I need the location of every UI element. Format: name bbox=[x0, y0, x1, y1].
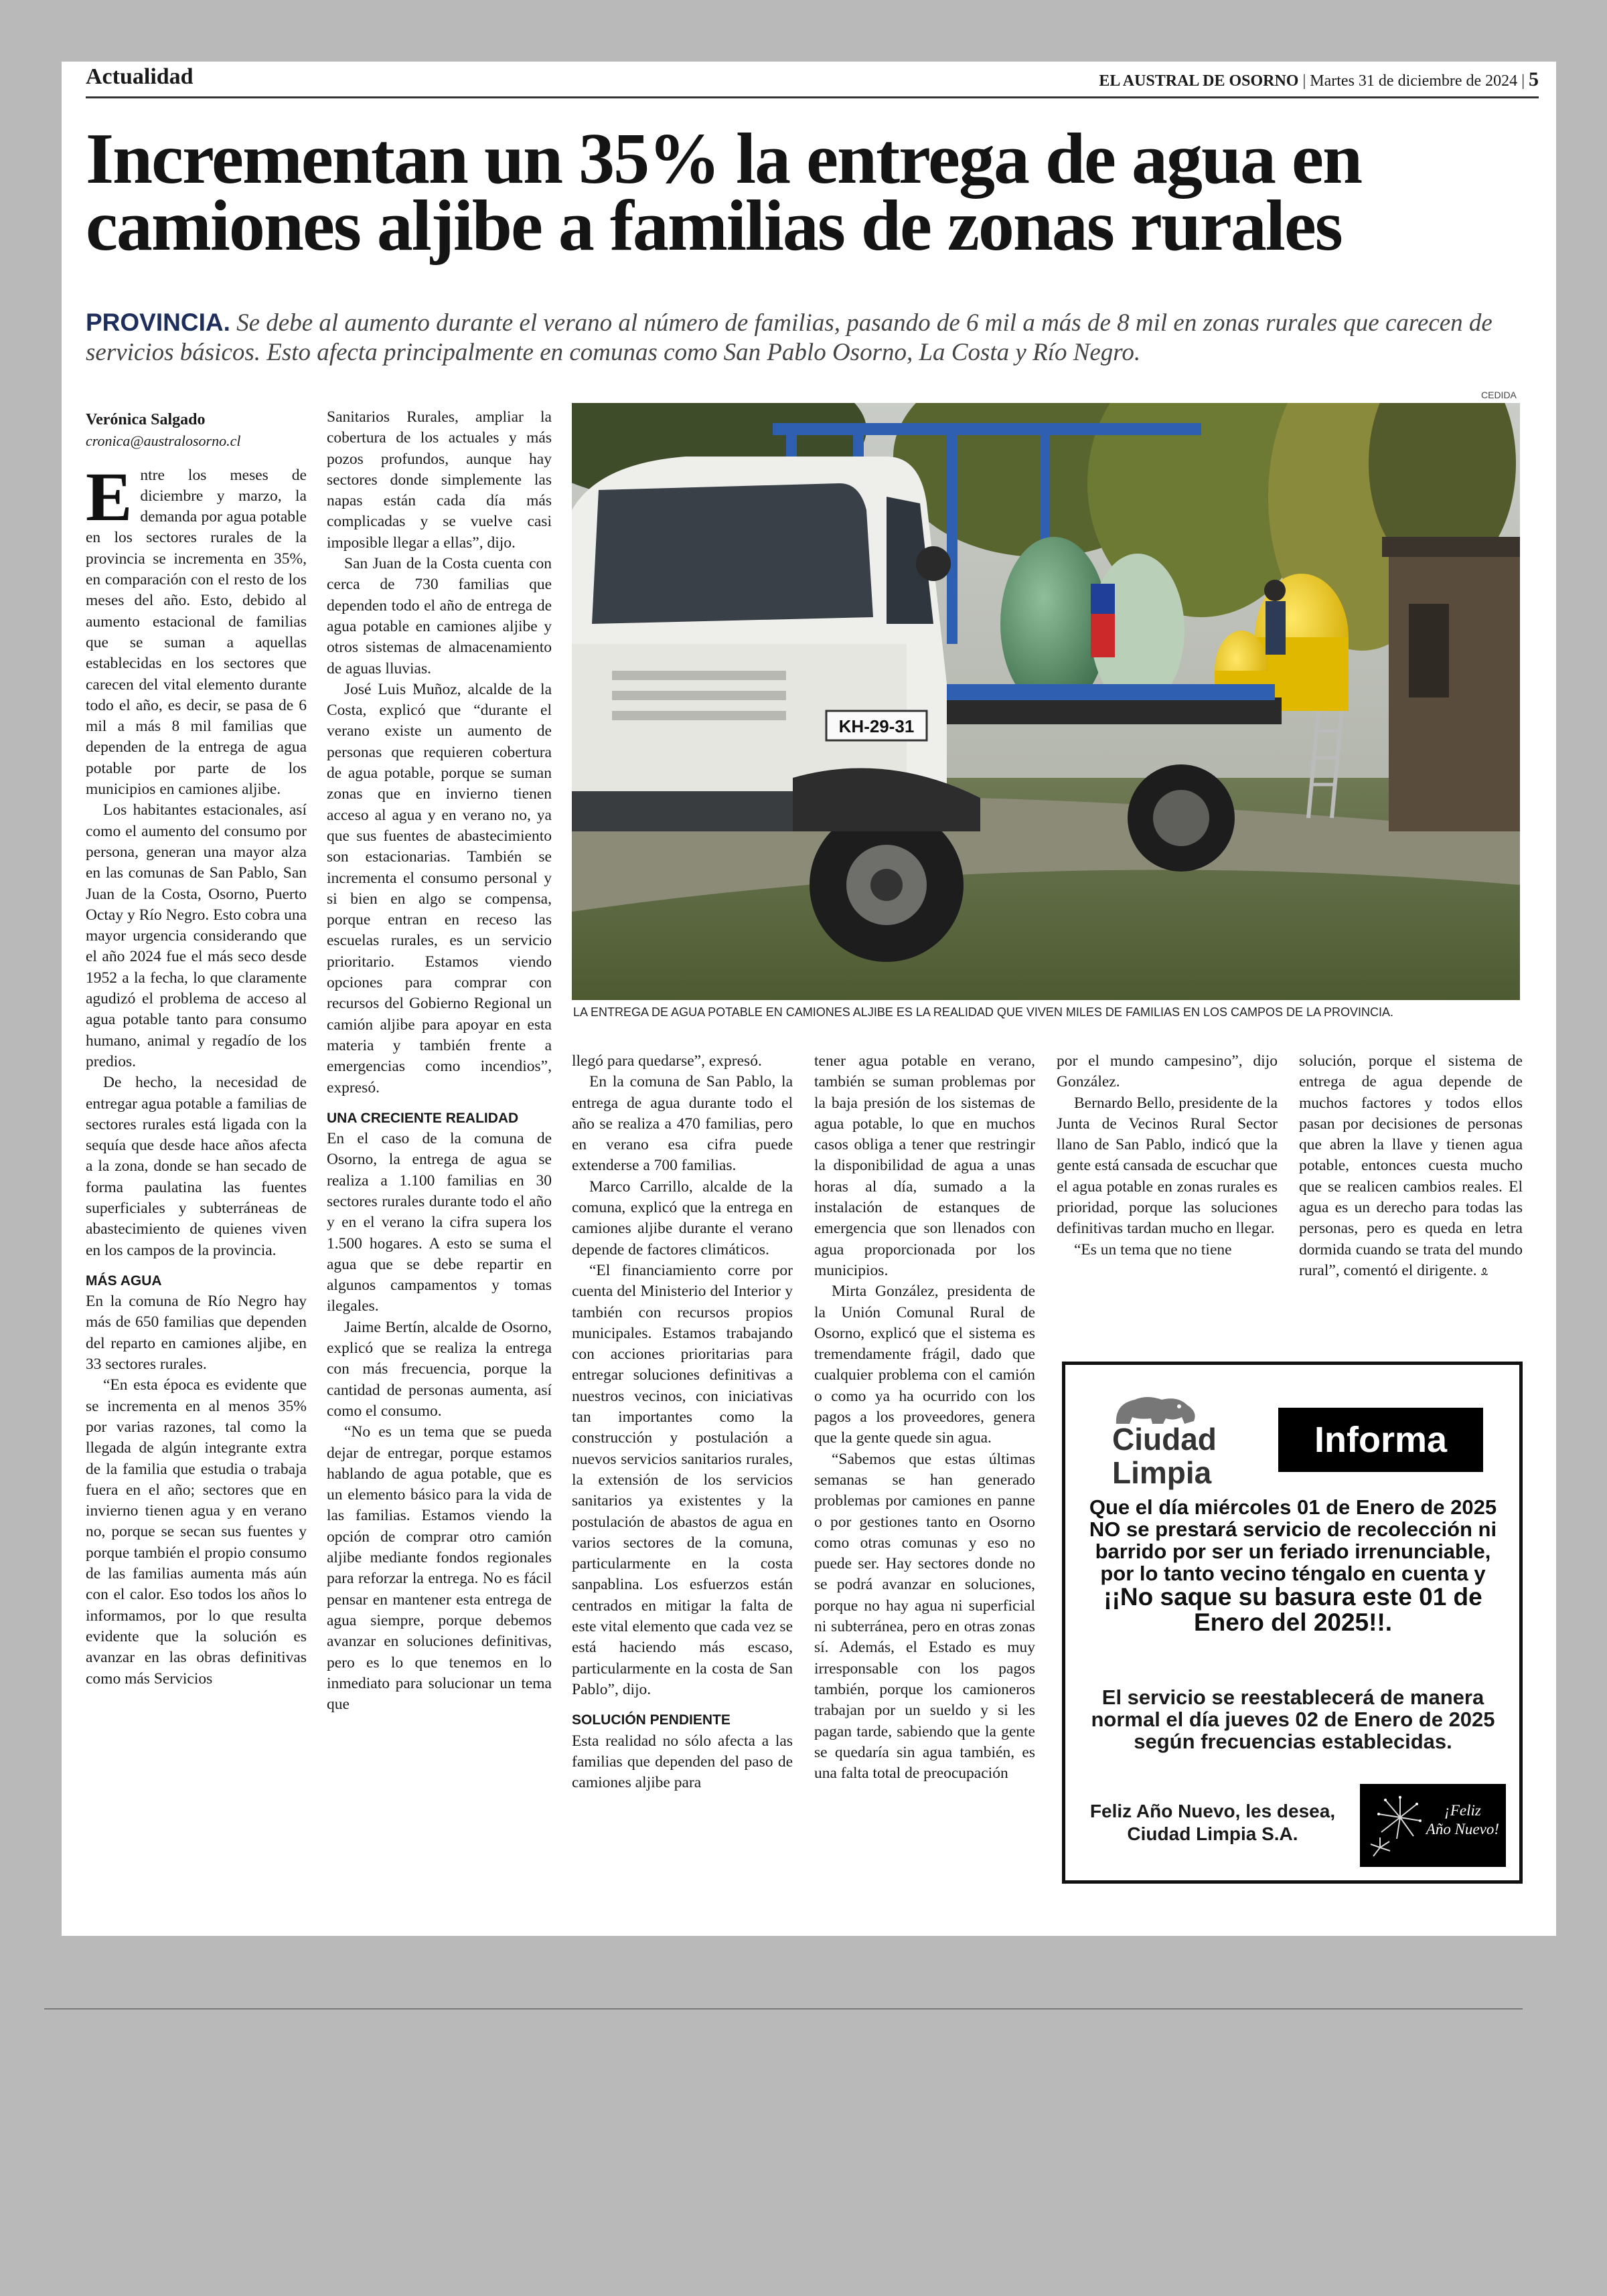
ad-notice: Que el día miércoles 01 de Enero de 2025 NO se prestará servicio de recolección ni barrido por ser un feriado irrenunciable, por lo tanto vecino téngalo en cuenta y ¡¡No saque su basura este 01 de Enero del 2025!!. bbox=[1089, 1495, 1497, 1636]
paragraph: Marco Carrillo, alcalde de la comuna, explicó que la entrega en camiones aljibe durante el verano depende de factores climáticos. bbox=[572, 1177, 793, 1258]
author-name: Verónica Salgado bbox=[86, 411, 206, 428]
publication-date: Martes 31 de diciembre de 2024 bbox=[1310, 72, 1518, 90]
paragraph: por el mundo campesino”, dijo González. bbox=[1057, 1052, 1278, 1091]
photo-credit: CEDIDA bbox=[1481, 390, 1517, 400]
paragraph: “No es un tema que se pueda dejar de entregar, porque estamos hablando de agua potable, que es un elemento básico para la vida de las familias. Estamos viendo la opción de comprar otro camión aljibe mediante fondos regionales para reforzar la entrega. No es fácil pensar en mantener esta entrega de agua siempre, porque debemos avanzar en soluciones definitivas, pero es lo que tenemos en lo inmediato para solucionar un tema que bbox=[327, 1423, 552, 1714]
lead-tag: PROVINCIA. bbox=[86, 309, 230, 336]
paragraph: Sanitarios Rurales, ampliar la cobertura de los actuales y más pozos profundos, aunque hay sectores donde simplemente las napas están cada día más complicadas y se vuelve casi imposible llegar a ellas”, dijo. bbox=[327, 408, 552, 552]
ad-resume-notice: El servicio se reestablecerá de manera normal el día jueves 02 de Enero de 2025 según frecuencias establecidas. bbox=[1091, 1686, 1495, 1753]
headline-line-1: Incrementan un 35% la entrega de agua en bbox=[86, 119, 1362, 199]
article-column-4 bbox=[814, 1051, 1035, 1784]
newspaper-page bbox=[62, 62, 1556, 1936]
lead-text: Se debe al aumento durante el verano al número de familias, pasando de 6 mil a más de 8 mil en zonas rurales que carecen de servicios básicos. Esto afecta principalmente en comunas como San Pablo Osorno, La Costa y Río Negro. bbox=[86, 309, 1493, 366]
headline bbox=[86, 119, 1532, 266]
paragraph: “El financiamiento corre por cuenta del Ministerio del Interior y también con recursos propios municipales. Estamos trabajando con acciones prioritarias para entregar soluciones definitivas a nuestros vecinos, con iniciativas tan importantes como la construcción y postulación a nuevos servicios sanitarios rurales, la extensión de los servicios sanitarios ya existentes y la postulación de abastos de agua en varios sectores de la comuna, particularmente en la costa sanpablina. Los esfuerzos están centrados en mitigar la falta de este vital elemento que cada vez se está haciendo más escaso, particularmente en la costa de San Pablo”, dijo. bbox=[572, 1261, 793, 1698]
paragraph: Entre los meses de diciembre y marzo, la demanda por agua potable en los sectores rurales de la provincia se incrementa en 35%, en comparación con el resto de los meses del año. Esto, debido al aumento estacional de familias que se suman a aquellas establecidas en los sectores que carecen del vital elemento durante todo el año, es decir, se pasa de 6 mil a más 8 mil familias que dependen de la entrega de agua potable por parte de los municipios en camiones aljibe. bbox=[86, 458, 307, 799]
subheading: UNA CRECIENTE REALIDAD bbox=[327, 1110, 519, 1126]
paragraph: Mirta González, presidenta de la Unión Comunal Rural de Osorno, explicó que el sistema es tremendamente frágil, dado que cualquier problema con el camión o como ya ha ocurrido con los pagos a los proveedores, genera que la gente quede sin agua. bbox=[814, 1283, 1035, 1447]
paragraph: Jaime Bertín, alcalde de Osorno, explicó que se realiza la entrega con más frecuencia, porque la cantidad de personas aumenta, así como el consumo. bbox=[327, 1318, 552, 1420]
paragraph: Los habitantes estacionales, así como el aumento del consumo por persona, generan una mayor alza en las comunas de San Pablo, San Juan de la Costa, Osorno, Puerto Octay y Río Negro. Esto cobra una mayor urgencia considerando que el año 2024 fue el más seco desde 1952 a la fecha, lo que claramente agudizó el problema de acceso al agua potable tanto para consumo humano, animal y regadío de los predios. bbox=[86, 801, 307, 1070]
fireworks-caption: ¡Feliz Año Nuevo! bbox=[1426, 1802, 1499, 1837]
paragraph: llegó para quedarse”, expresó. bbox=[572, 1052, 762, 1070]
publication-header: EL AUSTRAL DE OSORNO | Martes 31 de diciembre de 2024 | 5 bbox=[1099, 68, 1539, 90]
bottom-divider bbox=[44, 2008, 1523, 2010]
page-number: 5 bbox=[1529, 68, 1539, 90]
truck-plate: KH-29-31 bbox=[838, 716, 915, 736]
truck-photo bbox=[572, 403, 1520, 1000]
ad-brand: Ciudad Limpia bbox=[1112, 1422, 1217, 1490]
paragraph: Esta realidad no sólo afecta a las familias que dependen del paso de camiones aljibe para bbox=[572, 1732, 793, 1792]
ad-greeting: Feliz Año Nuevo, les desea, Ciudad Limpia S.A. bbox=[1089, 1801, 1336, 1844]
fireworks-image bbox=[1360, 1784, 1506, 1867]
ciudad-limpia-ad bbox=[1062, 1362, 1523, 1884]
informa-badge: Informa bbox=[1278, 1408, 1483, 1472]
paragraph: “En esta época es evidente que se incrementa en al menos 35% por varias razones, tal como la llegada de algún integrante extra de la familia que estudia o trabaja fuera en el año; sectores que en invierno tienen agua y en verano no, porque se secan sus fuentes y porque también el propio consumo de las familias aumenta más aún con el calor. Eso todos los años lo informamos, por lo que resulta evidente que la solución es avanzar en las obras definitivas como más Servicios bbox=[86, 1376, 307, 1688]
article-column-1 bbox=[86, 410, 307, 1690]
paragraph: tener agua potable en verano, también se suman problemas por la baja presión de los sistemas de agua potable, lo que en muchos casos obliga a tener que restringir la disponibilidad de agua a unas horas al día, sumado a la instalación de estanques de emergencia que son llenados con agua proporcionada por los municipios. bbox=[814, 1052, 1035, 1279]
author-email: cronica@australosorno.cl bbox=[86, 432, 241, 450]
article-column-2 bbox=[327, 407, 552, 1715]
paragraph: “Es un tema que no tiene bbox=[1074, 1240, 1232, 1258]
paragraph: solución, porque el sistema de entrega de agua depende de muchos factores y todos ellos pasan por decisiones de personas que abren la llave y tienen agua potable, entonces cuesta mucho que se realicen cambios reales. El agua es un derecho para todas las personas, pero es queda en letra dormida cuando se trata del mundo rural”, comentó el dirigente. ᦸ bbox=[1299, 1052, 1523, 1279]
headline-line-2: camiones aljibe a familias de zonas rurales bbox=[86, 186, 1342, 266]
lead-paragraph bbox=[86, 308, 1532, 367]
paragraph: En el caso de la comuna de Osorno, la entrega de agua se realiza a 1.100 familias en 30 sectores rurales durante todo el año y en el verano la cifra supera los 1.500 hogares. A esto se suma el agua que se debe repartir en algunos campamentos y tomas ilegales. bbox=[327, 1130, 552, 1315]
section-label: Actualidad bbox=[86, 64, 194, 89]
article-column-3 bbox=[572, 1051, 793, 1793]
paragraph: En la comuna de Río Negro hay más de 650 familias que dependen del reparto en camiones aljibe, en 33 sectores rurales. bbox=[86, 1293, 307, 1374]
drop-cap: E bbox=[86, 458, 133, 536]
subheading: MÁS AGUA bbox=[86, 1273, 162, 1289]
header-rule bbox=[86, 96, 1539, 98]
photo-caption: LA ENTREGA DE AGUA POTABLE EN CAMIONES ALJIBE ES LA REALIDAD QUE VIVEN MILES DE FAMILIAS EN LOS CAMPOS DE LA PROVINCIA. bbox=[573, 1005, 1394, 1019]
subheading: SOLUCIÓN PENDIENTE bbox=[572, 1712, 731, 1728]
article-column-6 bbox=[1299, 1051, 1523, 1281]
end-mark: ᦸ bbox=[1480, 1261, 1488, 1279]
ad-notice-emphasis: ¡¡No saque su basura este 01 de Enero del 2025!!. bbox=[1103, 1583, 1482, 1636]
publication-name: EL AUSTRAL DE OSORNO bbox=[1099, 72, 1299, 90]
paragraph: Bernardo Bello, presidente de la Junta de Vecinos Rural Sector llano de San Pablo, indicó que la gente está cansada de escuchar que el agua potable en zonas rurales es prioridad, porque las soluciones definitivas tardan mucho en llegar. bbox=[1057, 1094, 1278, 1238]
article-column-5 bbox=[1057, 1051, 1278, 1260]
paragraph: De hecho, la necesidad de entregar agua potable a familias de sectores rurales está ligada con la sequía que desde hace años afecta a la zona, donde se han secado de forma paulatina las fuentes superficiales y subterráneas de abastecimiento de quienes viven en los campos de la provincia. bbox=[86, 1074, 307, 1259]
paragraph: “Sabemos que estas últimas semanas se han generado problemas por camiones en panne o por gestiones tanto en Osorno como otras comunas y eso no puede ser. Hay sectores donde no se podrá avanzar en soluciones, porque no hay agua ni superficial ni subterránea, pero en otras zonas sí. Además, el Estado es muy irresponsable con los pagos también, porque los camioneros trabajan por un sueldo y si les pagan tarde, sabiendo que la gente se quedaría sin agua también, es una falta total de preocupación bbox=[814, 1450, 1035, 1783]
paragraph: En la comuna de San Pablo, la entrega de agua durante todo el año se realiza a 470 familias, pero en verano esa cifra puede extenderse a 700 familias. bbox=[572, 1073, 793, 1175]
paragraph: José Luis Muñoz, alcalde de la Costa, explicó que “durante el verano existe un aumento de personas que requieren cobertura de agua potable, porque se suman zonas que en invierno tienen acceso al agua y en verano no, ya que sus fuentes de abastecimiento son estacionarias. También se incrementa el consumo personal y si bien en algo se compensa, porque entran en receso las escuelas rurales, es un servicio prioritario. Estamos viendo opciones para comprar con recursos del Gobierno Regional un camión aljibe para apoyar en esta materia y también frente a emergencias como incendios”, expresó. bbox=[327, 680, 552, 1096]
paragraph: San Juan de la Costa cuenta con cerca de 730 familias que dependen todo el año de entrega de agua potable en camiones aljibe y otros sistemas de almacenamiento de aguas lluvias. bbox=[327, 555, 552, 677]
